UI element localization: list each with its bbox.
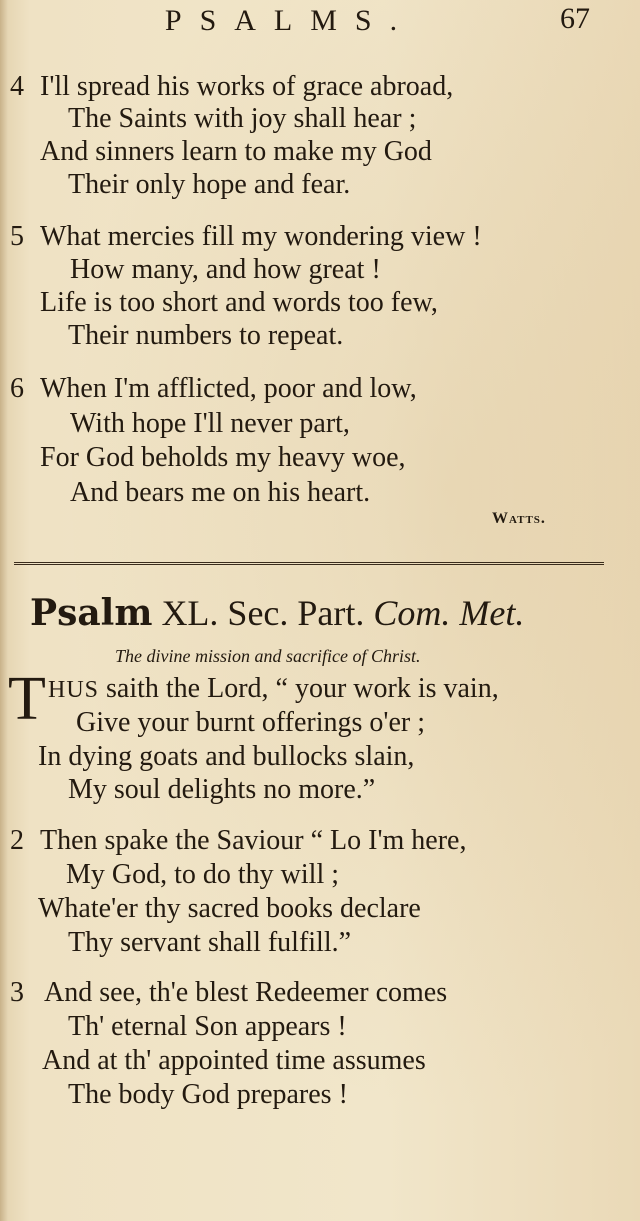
stanza-number: 4: [10, 71, 24, 102]
verse-line: How many, and how great !: [70, 254, 381, 285]
verse-line-first: [48, 672, 499, 707]
page-gutter: [0, 0, 8, 1221]
verse-line: Give your burnt offerings o'er ;: [76, 707, 426, 738]
verse-line: The body God prepares !: [68, 1079, 348, 1110]
verse-line: Thy servant shall fulfill.”: [68, 927, 352, 958]
verse-line: Life is too short and words too few,: [40, 287, 438, 318]
verse-line: Th' eternal Son appears !: [68, 1011, 347, 1042]
stanza-number: 2: [10, 825, 24, 856]
stanza-number: 5: [10, 221, 24, 252]
verse-line: For God beholds my heavy woe,: [40, 442, 406, 473]
page-number: 67: [560, 2, 590, 35]
running-title: PSALMS.: [164, 4, 416, 37]
verse-line: And bears me on his heart.: [70, 477, 371, 508]
section-divider: [14, 562, 604, 565]
verse-line: The Saints with joy shall hear ;: [68, 103, 417, 134]
verse-line: Their numbers to repeat.: [68, 320, 344, 351]
verse-line: My God, to do thy will ;: [66, 859, 340, 890]
hymn-title-roman: XL. Sec. Part.: [161, 593, 365, 633]
verse-line: And at th' appointed time assumes: [42, 1045, 426, 1076]
hymn-subtitle: The divine mission and sacrifice of Christ.: [115, 646, 421, 666]
first-line-text: saith the Lord, “ your work is vain,: [99, 673, 499, 704]
hymn-title-blackletter: Psalm: [30, 592, 153, 634]
verse-line: Then spake the Saviour “ Lo I'm here,: [40, 825, 467, 856]
verse-line: With hope I'll never part,: [70, 408, 350, 439]
stanza-number: 6: [10, 373, 24, 404]
verse-line: Their only hope and fear.: [68, 169, 351, 200]
hymn-title: [30, 592, 524, 634]
verse-line: Whate'er thy sacred books declare: [38, 893, 421, 924]
verse-line: In dying goats and bullocks slain,: [38, 741, 415, 772]
hymn-title-meter: Com. Met.: [373, 593, 525, 633]
verse-line: And sinners learn to make my God: [40, 136, 432, 167]
verse-line: And see, th'e blest Redeemer comes: [44, 977, 448, 1008]
verse-line: When I'm afflicted, poor and low,: [40, 373, 417, 404]
hymn-author: Watts.: [492, 510, 546, 527]
drop-cap: T: [8, 665, 46, 733]
verse-line: What mercies fill my wondering view !: [40, 221, 482, 252]
verse-line: My soul delights no more.”: [68, 774, 376, 805]
stanza-number: 3: [10, 977, 24, 1008]
first-word-caps: HUS: [48, 677, 100, 703]
verse-line: I'll spread his works of grace abroad,: [40, 71, 454, 102]
